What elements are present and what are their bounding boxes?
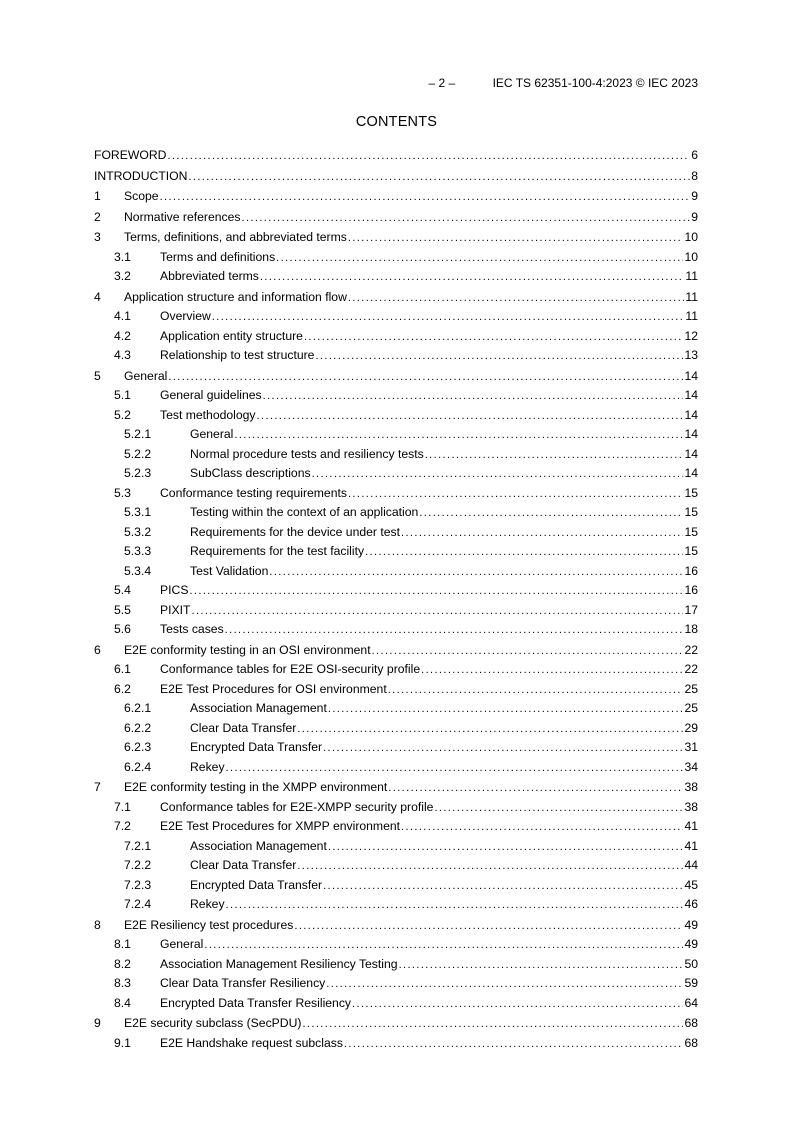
toc-entry-page: 64	[684, 995, 698, 1010]
toc-entry[interactable]	[94, 248, 698, 268]
toc-entry-title: Abbreviated terms	[160, 269, 259, 283]
toc-entry[interactable]	[94, 445, 698, 465]
toc-entry[interactable]	[94, 464, 698, 484]
toc-entry[interactable]	[94, 406, 698, 426]
toc-entry[interactable]	[94, 915, 698, 936]
toc-entry-page: 9	[691, 189, 698, 203]
toc-entry-page: 13	[684, 348, 698, 362]
toc-entry-page: 44	[684, 858, 698, 872]
toc-entry-title: Test methodology	[160, 407, 256, 422]
toc-entry[interactable]	[94, 798, 698, 818]
dot-leader	[372, 642, 684, 662]
toc-entry-title: Conformance testing requirements	[160, 485, 347, 500]
toc-entry-title: E2E Handshake request subclass	[160, 1035, 343, 1050]
toc-entry-page: 25	[684, 681, 698, 696]
dot-leader	[225, 621, 684, 641]
toc-entry-title: Conformance tables for E2E-XMPP security profile	[160, 799, 434, 814]
dot-leader	[312, 465, 684, 485]
toc-entry-number: 7.1	[114, 799, 131, 814]
toc-entry-number: 8.2	[114, 956, 131, 971]
toc-entry[interactable]	[94, 484, 698, 504]
toc-entry-title: Application structure and information flow	[124, 289, 347, 304]
toc-entry[interactable]	[94, 346, 698, 366]
toc-entry-number: 8	[94, 917, 101, 932]
toc-entry-number: 5.6	[114, 622, 131, 636]
dot-leader	[425, 446, 684, 466]
toc-entry-title: E2E security subclass (SecPDU)	[124, 1016, 302, 1030]
toc-entry-page: 45	[684, 877, 698, 892]
toc-entry-number: 4	[94, 289, 101, 304]
document-identifier: IEC TS 62351-100-4:2023 © IEC 2023	[492, 76, 698, 90]
toc-entry-page: 14	[684, 466, 698, 480]
toc-entry-page: 14	[684, 368, 698, 383]
dot-leader	[365, 543, 683, 563]
toc-entry[interactable]	[94, 699, 698, 719]
toc-entry-title: Encrypted Data Transfer Resiliency	[160, 995, 352, 1010]
toc-entry-title: Scope	[124, 189, 159, 203]
toc-entry[interactable]	[94, 562, 698, 582]
toc-entry-page: 49	[684, 937, 698, 951]
dot-leader	[269, 563, 683, 583]
dot-leader	[323, 739, 683, 759]
toc-entry-title: SubClass descriptions	[190, 466, 311, 480]
dot-leader	[388, 779, 683, 799]
toc-entry[interactable]	[94, 777, 698, 798]
toc-entry-page: 8	[691, 168, 698, 183]
dot-leader	[167, 147, 690, 167]
dot-leader	[234, 426, 683, 446]
toc-entry-number: 6	[94, 642, 101, 657]
toc-entry[interactable]	[94, 935, 698, 955]
dot-leader	[191, 602, 683, 622]
dot-leader	[352, 995, 683, 1015]
toc-entry[interactable]	[94, 386, 698, 406]
toc-entry-title: Rekey	[190, 759, 225, 774]
toc-entry-number: 5	[94, 368, 101, 383]
toc-entry-title: General	[190, 427, 234, 441]
toc-entry-number: 8.1	[114, 937, 131, 951]
dot-leader	[326, 975, 683, 995]
toc-entry-page: 31	[684, 740, 698, 754]
dot-leader	[294, 917, 683, 937]
toc-entry-page: 11	[685, 289, 698, 304]
dot-leader	[257, 407, 684, 427]
toc-entry-title: E2E conformity testing in the XMPP environment	[124, 780, 388, 794]
dot-leader	[419, 504, 683, 524]
toc-entry-title: Tests cases	[160, 622, 224, 636]
dot-leader	[242, 209, 691, 229]
toc-entry-title: Clear Data Transfer	[190, 858, 297, 872]
toc-entry-title: E2E Test Procedures for XMPP environment	[160, 819, 401, 833]
toc-entry[interactable]	[94, 307, 698, 327]
toc-entry-number: 9	[94, 1016, 101, 1030]
dot-leader	[401, 818, 683, 838]
toc-entry[interactable]	[94, 660, 698, 680]
toc-entry-title: Relationship to test structure	[160, 348, 315, 362]
dot-leader	[315, 347, 683, 367]
toc-entry[interactable]	[94, 955, 698, 975]
toc-entry[interactable]	[94, 680, 698, 700]
toc-entry-title: Rekey	[190, 897, 225, 911]
toc-entry-page: 15	[684, 485, 698, 500]
toc-entry-number: 7.2.3	[124, 877, 152, 892]
page-number: – 2 –	[428, 76, 456, 90]
toc-entry[interactable]	[94, 738, 698, 758]
toc-entry-page: 17	[684, 602, 698, 617]
toc-entry[interactable]	[94, 994, 698, 1014]
toc-entry-number: 6.2.3	[124, 740, 152, 754]
dot-leader	[188, 168, 690, 188]
toc-entry-title: Testing within the context of an application	[190, 505, 419, 519]
toc-entry-title: Encrypted Data Transfer	[190, 877, 323, 892]
dot-leader	[348, 289, 684, 309]
toc-entry[interactable]	[94, 287, 698, 308]
toc-entry-number: 6.2.4	[124, 759, 152, 774]
toc-entry-title: Application entity structure	[160, 328, 303, 343]
dot-leader	[348, 229, 684, 249]
toc-entry-number: 5.3	[114, 485, 131, 500]
toc-entry-title: General	[160, 937, 204, 951]
toc-entry[interactable]	[94, 856, 698, 876]
toc-entry-page: 15	[684, 505, 698, 519]
toc-entry-page: 6	[691, 148, 698, 162]
toc-entry-number: 6.1	[114, 662, 131, 676]
toc-entry-number: 3	[94, 230, 101, 244]
toc-entry-number: 4.3	[114, 348, 131, 362]
toc-entry-number: 5.2.3	[124, 466, 152, 480]
toc-entry-title: PIXIT	[160, 602, 191, 617]
toc-entry[interactable]	[94, 837, 698, 857]
toc-entry-title: Conformance tables for E2E OSI-security profile	[160, 662, 421, 676]
toc-entry[interactable]	[94, 267, 698, 287]
toc-entry-title: Clear Data Transfer Resiliency	[160, 976, 326, 990]
toc-entry-number: 3.2	[114, 269, 131, 283]
toc-entry[interactable]	[94, 601, 698, 621]
toc-entry-title: E2E conformity testing in an OSI environment	[124, 642, 371, 657]
toc-entry-page: 50	[684, 956, 698, 971]
dot-leader	[160, 188, 691, 208]
toc-entry-page: 12	[684, 328, 698, 343]
toc-entry-page: 15	[684, 544, 698, 558]
toc-entry-page: 9	[691, 209, 698, 224]
toc-entry-page: 14	[684, 388, 698, 402]
toc-entry-number: 5.3.2	[124, 524, 152, 539]
toc-entry[interactable]	[94, 207, 698, 228]
table-of-contents	[94, 145, 698, 1053]
toc-entry-title: Clear Data Transfer	[190, 720, 297, 735]
toc-entry-page: 41	[684, 819, 698, 833]
toc-entry-title: General	[124, 368, 168, 383]
toc-entry[interactable]	[94, 425, 698, 445]
toc-entry-number: 5.1	[114, 388, 131, 402]
toc-entry-number: 8.3	[114, 976, 131, 990]
toc-entry-number: 5.2.2	[124, 446, 152, 461]
toc-entry-title: Requirements for the device under test	[190, 524, 401, 539]
toc-entry-number: 7.2.4	[124, 897, 152, 911]
toc-entry-page: 38	[684, 799, 698, 814]
dot-leader	[399, 956, 684, 976]
toc-entry-number: 5.3.3	[124, 544, 152, 558]
toc-entry-number: 3.1	[114, 249, 131, 264]
toc-entry-page: 25	[684, 701, 698, 715]
page-header	[429, 76, 698, 90]
toc-entry-number: 9.1	[114, 1035, 131, 1050]
toc-entry[interactable]	[94, 145, 698, 166]
dot-leader	[297, 857, 683, 877]
dot-leader	[260, 268, 684, 288]
toc-entry[interactable]	[94, 523, 698, 543]
toc-entry[interactable]	[94, 1034, 698, 1054]
toc-entry[interactable]	[94, 620, 698, 640]
toc-entry-page: 11	[685, 269, 698, 283]
toc-entry-page: 15	[684, 524, 698, 539]
toc-entry-number: 7.2.2	[124, 858, 152, 872]
toc-entry-number: 5.2.1	[124, 427, 152, 441]
toc-entry-number: 5.3.1	[124, 505, 152, 519]
dot-leader	[226, 896, 684, 916]
toc-entry-page: 16	[684, 563, 698, 578]
dot-leader	[401, 524, 683, 544]
toc-entry-number: 6.2.2	[124, 720, 152, 735]
toc-entry[interactable]	[94, 166, 698, 187]
toc-entry-title: PICS	[160, 583, 189, 597]
toc-entry-title: Association Management Resiliency Testing	[160, 956, 398, 971]
toc-entry-number: 6.2.1	[124, 701, 152, 715]
toc-entry-title: Association Management	[190, 701, 327, 715]
toc-entry-page: 59	[684, 976, 698, 990]
toc-entry-page: 14	[684, 407, 698, 422]
toc-entry-number: 6.2	[114, 681, 131, 696]
toc-entry-page: 41	[684, 838, 698, 853]
dot-leader	[348, 485, 683, 505]
toc-entry-number: 5.4	[114, 583, 131, 597]
toc-entry-number: 5.3.4	[124, 563, 152, 578]
toc-entry-number: 4.2	[114, 328, 131, 343]
dot-leader	[276, 249, 683, 269]
dot-leader	[204, 936, 683, 956]
toc-entry[interactable]	[94, 366, 698, 387]
dot-leader	[263, 387, 684, 407]
toc-entry-number: 2	[94, 209, 101, 224]
toc-entry-page: 22	[684, 642, 698, 657]
toc-entry[interactable]	[94, 327, 698, 347]
toc-entry-page: 29	[684, 720, 698, 735]
toc-entry-title: Terms, definitions, and abbreviated terms	[124, 230, 347, 244]
toc-entry[interactable]	[94, 227, 698, 248]
toc-entry-page: 22	[684, 662, 698, 676]
toc-entry-page: 18	[684, 622, 698, 636]
toc-entry-number: 7	[94, 780, 101, 794]
toc-entry-title: E2E Test Procedures for OSI environment	[160, 681, 387, 696]
toc-entry[interactable]	[94, 186, 698, 207]
dot-leader	[226, 759, 684, 779]
toc-entry[interactable]	[94, 817, 698, 837]
dot-leader	[344, 1035, 684, 1055]
toc-entry[interactable]	[94, 758, 698, 778]
toc-entry-page: 38	[684, 780, 698, 794]
toc-entry-title: Association Management	[190, 838, 327, 853]
toc-entry-page: 46	[684, 897, 698, 911]
toc-entry-number: 4.1	[114, 309, 131, 323]
toc-entry-page: 11	[685, 309, 698, 323]
toc-entry-number: 5.5	[114, 602, 131, 617]
toc-entry-page: 14	[684, 427, 698, 441]
toc-entry-title: Requirements for the test facility	[190, 544, 365, 558]
toc-entry-number: 5.2	[114, 407, 131, 422]
dot-leader	[304, 328, 684, 348]
toc-entry-title: INTRODUCTION	[94, 168, 188, 183]
toc-entry-title: Test Validation	[190, 563, 269, 578]
toc-entry[interactable]	[94, 503, 698, 523]
dot-leader	[297, 720, 683, 740]
toc-entry[interactable]	[94, 640, 698, 661]
toc-entry-page: 49	[684, 917, 698, 932]
dot-leader	[323, 877, 683, 897]
dot-leader	[168, 368, 683, 388]
toc-entry[interactable]	[94, 581, 698, 601]
toc-entry-title: Terms and definitions	[160, 249, 276, 264]
toc-entry-page: 10	[684, 249, 698, 264]
toc-entry-title: Normative references	[124, 209, 241, 224]
toc-entry-title: E2E Resiliency test procedures	[124, 917, 294, 932]
toc-entry-page: 10	[684, 230, 698, 244]
toc-entry-number: 1	[94, 189, 101, 203]
toc-entry-title: Encrypted Data Transfer	[190, 740, 323, 754]
toc-entry-title: Normal procedure tests and resiliency tests	[190, 446, 424, 461]
dot-leader	[328, 838, 684, 858]
toc-entry-page: 34	[684, 759, 698, 774]
dot-leader	[434, 799, 683, 819]
dot-leader	[328, 700, 684, 720]
toc-entry-page: 14	[684, 446, 698, 461]
dot-leader	[421, 661, 683, 681]
toc-entry-page: 16	[684, 583, 698, 597]
toc-entry-number: 7.2.1	[124, 838, 152, 853]
toc-entry-number: 8.4	[114, 995, 131, 1010]
toc-entry-title: Overview	[160, 309, 211, 323]
dot-leader	[388, 681, 684, 701]
dot-leader	[189, 582, 683, 602]
toc-entry-title: General guidelines	[160, 388, 262, 402]
toc-entry[interactable]	[94, 719, 698, 739]
toc-entry-title: FOREWORD	[94, 148, 167, 162]
toc-entry[interactable]	[94, 1013, 698, 1034]
toc-entry-page: 68	[684, 1035, 698, 1050]
toc-entry[interactable]	[94, 876, 698, 896]
toc-entry[interactable]	[94, 895, 698, 915]
toc-entry-number: 7.2	[114, 819, 131, 833]
dot-leader	[212, 308, 685, 328]
toc-entry[interactable]	[94, 542, 698, 562]
contents-title: CONTENTS	[355, 114, 438, 130]
toc-entry[interactable]	[94, 974, 698, 994]
toc-entry-page: 68	[684, 1016, 698, 1030]
dot-leader	[302, 1015, 683, 1035]
